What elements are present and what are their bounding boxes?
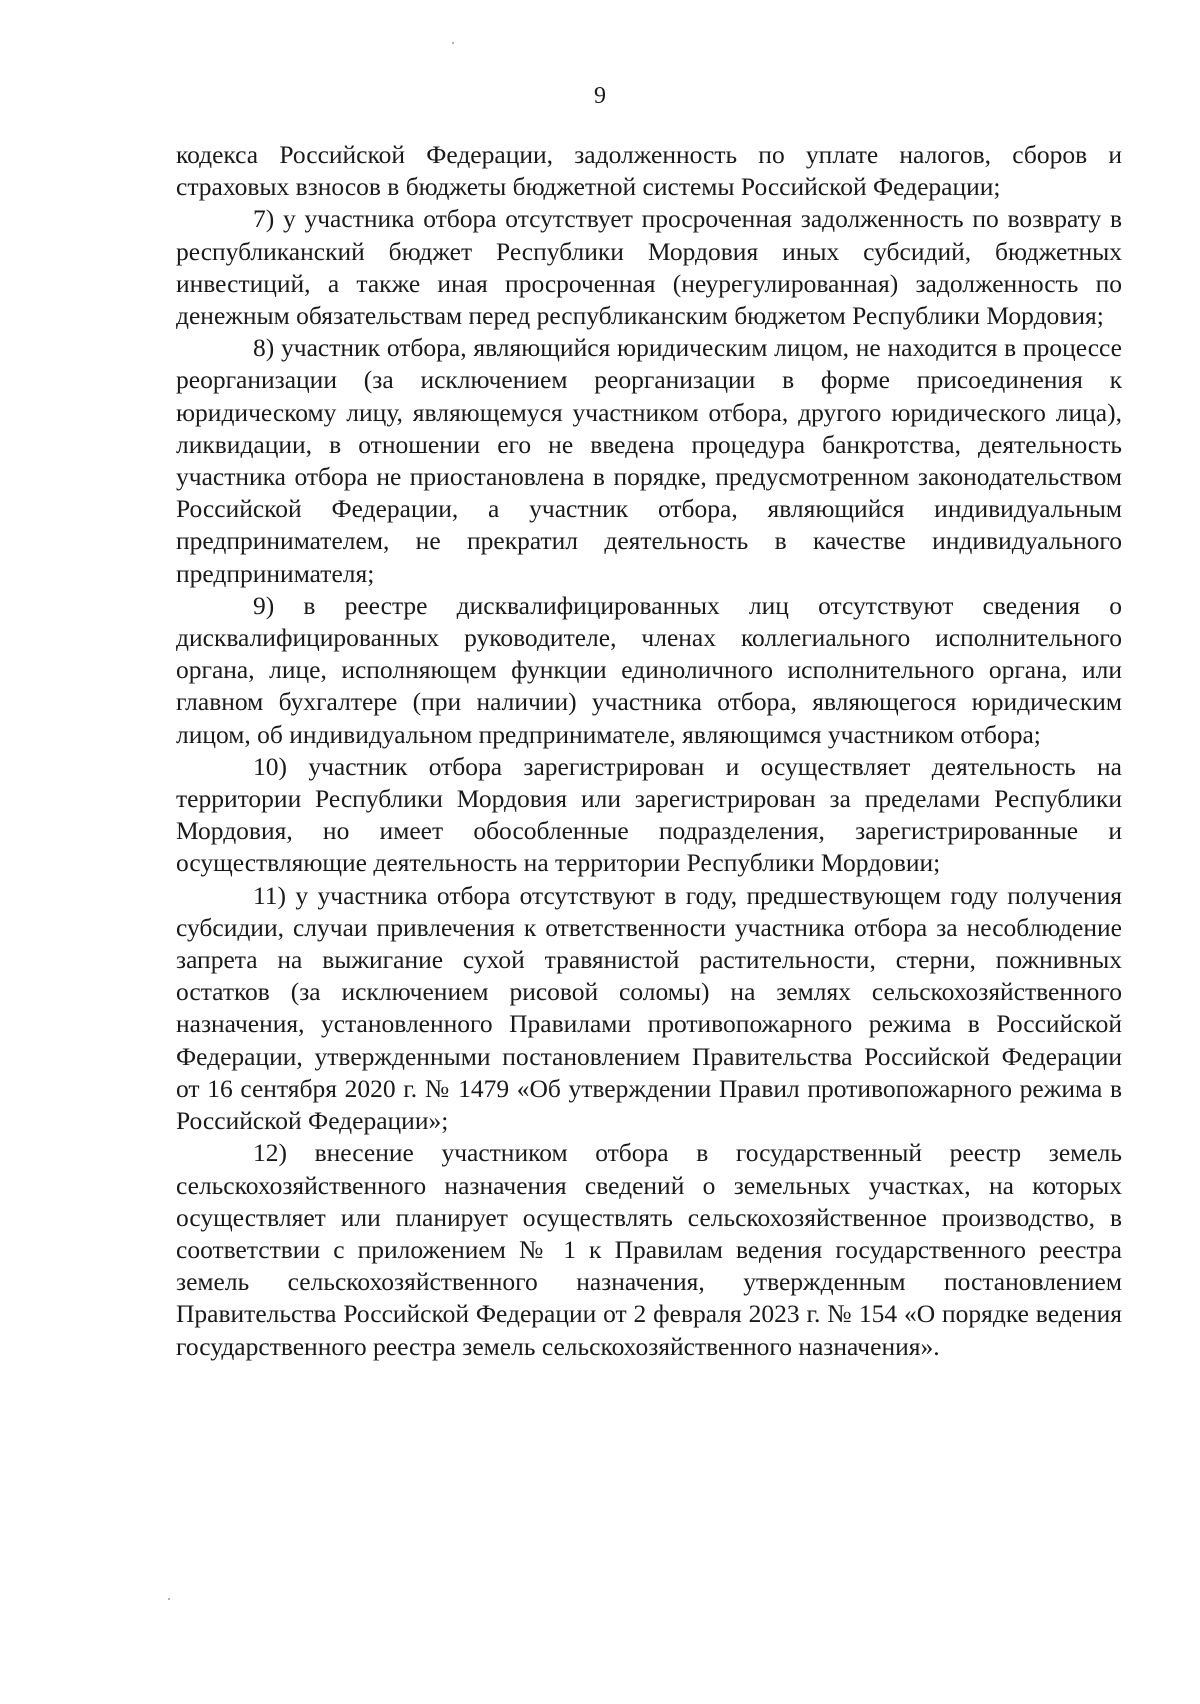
- paragraph-item-8: 8) участник отбора, являющийся юридическим лицом, не находится в процессе реорганизации (за исключением реорганизации в форме присоединения к юридическому лицу, являющемуся участником отбора, другого юридического лица), ликвидации, в отношении его не введена процедура банкротства, деятельность участника отбора не приостановлена в порядке, предусмотренном законодательством Российской Федерации, а участник отбора, являющийся индивидуальным предпринимателем, не прекратил деятельность в качестве индивидуального предпринимателя;: [176, 333, 1122, 588]
- page-number: 9: [594, 83, 606, 109]
- scan-speck: [168, 1598, 170, 1600]
- paragraph-item-9: 9) в реестре дисквалифицированных лиц отсутствуют сведения о дисквалифицированных руководителе, членах коллегиального исполнительного органа, лице, исполняющем функции единоличного исполнительного органа, или главном бухгалтере (при наличии) участника отбора, являющегося юридическим лицом, об индивидуальном предпринимателе, являющимся участником отбора;: [176, 590, 1122, 749]
- scan-speck: [452, 42, 454, 44]
- paragraph-item-12: 12) внесение участником отбора в государственный реестр земель сельскохозяйственного назначения сведений о земельных участках, на которых осуществляет или планирует осуществлять сельскохозяйственное производство, в соответствии с приложением № 1 к Правилам ведения государственного реестра земель сельскохозяйственного назначения, утвержденным постановлением Правительства Российской Федерации от 2 февраля 2023 г. № 154 «О порядке ведения государственного реестра земель сельскохозяйственного назначения».: [176, 1138, 1122, 1361]
- paragraph-item-11: 11) у участника отбора отсутствуют в году, предшествующем году получения субсидии, случаи привлечения к ответственности участника отбора за несоблюдение запрета на выжигание сухой травянистой растительности, стерни, пожнивных остатков (за исключением рисовой соломы) на землях сельскохозяйственного назначения, установленного Правилами противопожарного режима в Российской Федерации, утвержденными постановлением Правительства Российской Федерации от 16 сентября 2020 г. № 1479 «Об утверждении Правил противопожарного режима в Российской Федерации»;: [176, 880, 1122, 1136]
- paragraph-item-10: 10) участник отбора зарегистрирован и осуществляет деятельность на территории Республики Мордовия или зарегистрирован за пределами Республики Мордовия, но имеет обособленные подразделения, зарегистрированные и осуществляющие деятельность на территории Республики Мордовии;: [176, 751, 1122, 878]
- document-body: [176, 139, 1122, 1363]
- paragraph-item-7: 7) у участника отбора отсутствует просроченная задолженность по возврату в республиканский бюджет Республики Мордовия иных субсидий, бюджетных инвестиций, а также иная просроченная (неурегулированная) задолженность по денежным обязательствам перед республиканским бюджетом Республики Мордовия;: [176, 204, 1122, 331]
- paragraph-continuation: кодекса Российской Федерации, задолженность по уплате налогов, сборов и страховых взносов в бюджеты бюджетной системы Российской Федерации;: [176, 140, 1122, 202]
